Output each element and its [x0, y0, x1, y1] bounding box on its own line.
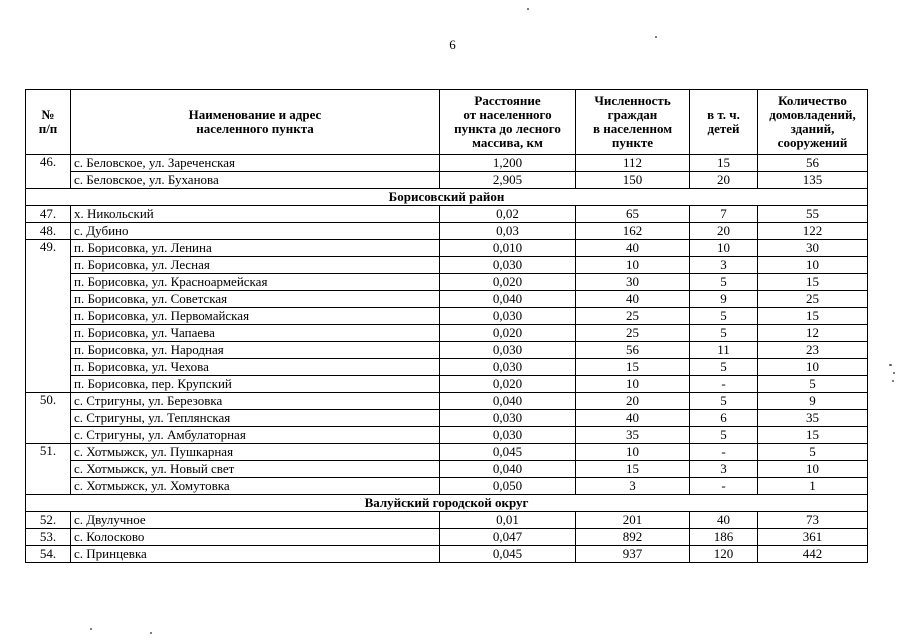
cell-children: 20: [690, 172, 758, 189]
cell-distance: 0,040: [440, 393, 576, 410]
cell-children: 20: [690, 223, 758, 240]
cell-name: с. Хотмыжск, ул. Хомутовка: [71, 478, 440, 495]
header-population: Численность граждан в населенном пункте: [576, 90, 690, 155]
cell-children: 40: [690, 512, 758, 529]
cell-households: 10: [758, 359, 868, 376]
cell-children: -: [690, 444, 758, 461]
cell-children: 11: [690, 342, 758, 359]
cell-num: 48.: [26, 223, 71, 240]
cell-distance: 0,01: [440, 512, 576, 529]
cell-population: 892: [576, 529, 690, 546]
cell-children: 3: [690, 461, 758, 478]
cell-name: с. Колосково: [71, 529, 440, 546]
table-row: [26, 274, 868, 291]
cell-children: 6: [690, 410, 758, 427]
cell-population: 40: [576, 410, 690, 427]
scan-speck: [893, 372, 895, 374]
cell-households: 12: [758, 325, 868, 342]
cell-name: с. Принцевка: [71, 546, 440, 563]
cell-name: х. Никольский: [71, 206, 440, 223]
cell-children: 186: [690, 529, 758, 546]
cell-num: 50.: [26, 393, 71, 444]
cell-households: 442: [758, 546, 868, 563]
cell-population: 3: [576, 478, 690, 495]
cell-name: п. Борисовка, ул. Советская: [71, 291, 440, 308]
scan-speck: [889, 364, 892, 366]
cell-name: с. Дубино: [71, 223, 440, 240]
cell-distance: 2,905: [440, 172, 576, 189]
cell-distance: 0,030: [440, 308, 576, 325]
settlements-table: [25, 89, 868, 563]
table-row: [26, 342, 868, 359]
scan-speck: [527, 8, 529, 10]
cell-distance: 0,045: [440, 444, 576, 461]
cell-num: 49.: [26, 240, 71, 393]
cell-num: 52.: [26, 512, 71, 529]
cell-distance: 0,040: [440, 461, 576, 478]
cell-population: 56: [576, 342, 690, 359]
cell-distance: 0,020: [440, 325, 576, 342]
cell-population: 10: [576, 376, 690, 393]
header-num: № п/п: [26, 90, 71, 155]
cell-population: 112: [576, 155, 690, 172]
cell-children: 15: [690, 155, 758, 172]
table-row: [26, 223, 868, 240]
cell-distance: 0,050: [440, 478, 576, 495]
table-row: [26, 546, 868, 563]
cell-children: 5: [690, 308, 758, 325]
table-row: [26, 240, 868, 257]
cell-population: 150: [576, 172, 690, 189]
cell-households: 25: [758, 291, 868, 308]
cell-households: 15: [758, 308, 868, 325]
section-row: [26, 495, 868, 512]
cell-households: 30: [758, 240, 868, 257]
cell-population: 937: [576, 546, 690, 563]
cell-distance: 0,020: [440, 274, 576, 291]
cell-num: 47.: [26, 206, 71, 223]
section-title: Валуйский городской округ: [26, 495, 868, 512]
scan-speck: [150, 632, 152, 634]
cell-population: 10: [576, 444, 690, 461]
table-row: [26, 376, 868, 393]
cell-num: 51.: [26, 444, 71, 495]
cell-children: 120: [690, 546, 758, 563]
cell-population: 15: [576, 359, 690, 376]
cell-children: 9: [690, 291, 758, 308]
cell-children: 5: [690, 359, 758, 376]
cell-population: 162: [576, 223, 690, 240]
table-body: [26, 155, 868, 563]
cell-population: 25: [576, 325, 690, 342]
cell-distance: 0,020: [440, 376, 576, 393]
table-row: [26, 410, 868, 427]
header-children: в т. ч. детей: [690, 90, 758, 155]
cell-name: п. Борисовка, ул. Первомайская: [71, 308, 440, 325]
cell-population: 201: [576, 512, 690, 529]
cell-households: 55: [758, 206, 868, 223]
cell-population: 10: [576, 257, 690, 274]
table-header-row: [26, 90, 868, 155]
cell-distance: 0,010: [440, 240, 576, 257]
cell-population: 35: [576, 427, 690, 444]
header-name: Наименование и адрес населенного пункта: [71, 90, 440, 155]
cell-name: п. Борисовка, ул. Народная: [71, 342, 440, 359]
cell-households: 361: [758, 529, 868, 546]
table-row: [26, 308, 868, 325]
cell-households: 122: [758, 223, 868, 240]
table-row: [26, 529, 868, 546]
cell-distance: 0,02: [440, 206, 576, 223]
cell-distance: 0,045: [440, 546, 576, 563]
table-row: [26, 325, 868, 342]
page-number: 6: [449, 37, 456, 52]
cell-num: 54.: [26, 546, 71, 563]
header-distance: Расстояние от населенного пункта до лесного массива, км: [440, 90, 576, 155]
table-row: [26, 478, 868, 495]
table-row: [26, 206, 868, 223]
cell-name: с. Хотмыжск, ул. Пушкарная: [71, 444, 440, 461]
cell-households: 15: [758, 427, 868, 444]
section-title: Борисовский район: [26, 189, 868, 206]
cell-households: 5: [758, 444, 868, 461]
cell-households: 15: [758, 274, 868, 291]
cell-children: -: [690, 376, 758, 393]
table-row: [26, 172, 868, 189]
cell-num: 53.: [26, 529, 71, 546]
cell-name: п. Борисовка, ул. Красноармейская: [71, 274, 440, 291]
cell-name: с. Беловское, ул. Зареченская: [71, 155, 440, 172]
cell-children: 7: [690, 206, 758, 223]
table-row: [26, 291, 868, 308]
header-households: Количество домовладений, зданий, сооружений: [758, 90, 868, 155]
table-row: [26, 512, 868, 529]
section-row: [26, 189, 868, 206]
cell-households: 23: [758, 342, 868, 359]
cell-children: 10: [690, 240, 758, 257]
table-row: [26, 155, 868, 172]
table-row: [26, 427, 868, 444]
cell-distance: 0,040: [440, 291, 576, 308]
cell-population: 40: [576, 240, 690, 257]
cell-name: с. Стригуны, ул. Теплянская: [71, 410, 440, 427]
cell-name: п. Борисовка, ул. Ленина: [71, 240, 440, 257]
cell-children: -: [690, 478, 758, 495]
cell-distance: 0,03: [440, 223, 576, 240]
cell-population: 25: [576, 308, 690, 325]
cell-children: 5: [690, 427, 758, 444]
cell-name: п. Борисовка, ул. Лесная: [71, 257, 440, 274]
cell-households: 35: [758, 410, 868, 427]
cell-population: 20: [576, 393, 690, 410]
cell-name: с. Стригуны, ул. Березовка: [71, 393, 440, 410]
cell-population: 40: [576, 291, 690, 308]
cell-households: 10: [758, 257, 868, 274]
cell-households: 5: [758, 376, 868, 393]
scan-speck: [655, 36, 657, 38]
cell-households: 9: [758, 393, 868, 410]
cell-population: 65: [576, 206, 690, 223]
cell-population: 30: [576, 274, 690, 291]
cell-distance: 0,030: [440, 257, 576, 274]
table-row: [26, 359, 868, 376]
cell-distance: 0,030: [440, 427, 576, 444]
cell-children: 5: [690, 325, 758, 342]
table-row: [26, 444, 868, 461]
cell-households: 10: [758, 461, 868, 478]
cell-households: 73: [758, 512, 868, 529]
cell-children: 5: [690, 393, 758, 410]
cell-distance: 0,047: [440, 529, 576, 546]
cell-population: 15: [576, 461, 690, 478]
table-row: [26, 461, 868, 478]
cell-children: 5: [690, 274, 758, 291]
cell-households: 1: [758, 478, 868, 495]
cell-name: п. Борисовка, ул. Чехова: [71, 359, 440, 376]
cell-name: с. Стригуны, ул. Амбулаторная: [71, 427, 440, 444]
scan-speck: [90, 628, 92, 630]
cell-distance: 1,200: [440, 155, 576, 172]
table-row: [26, 257, 868, 274]
cell-households: 135: [758, 172, 868, 189]
cell-households: 56: [758, 155, 868, 172]
cell-num: 46.: [26, 155, 71, 189]
cell-distance: 0,030: [440, 359, 576, 376]
cell-distance: 0,030: [440, 342, 576, 359]
cell-name: с. Беловское, ул. Буханова: [71, 172, 440, 189]
cell-name: п. Борисовка, пер. Крупский: [71, 376, 440, 393]
cell-distance: 0,030: [440, 410, 576, 427]
cell-name: с. Двулучное: [71, 512, 440, 529]
cell-name: п. Борисовка, ул. Чапаева: [71, 325, 440, 342]
cell-children: 3: [690, 257, 758, 274]
scan-speck: [892, 380, 894, 382]
table-row: [26, 393, 868, 410]
cell-name: с. Хотмыжск, ул. Новый свет: [71, 461, 440, 478]
